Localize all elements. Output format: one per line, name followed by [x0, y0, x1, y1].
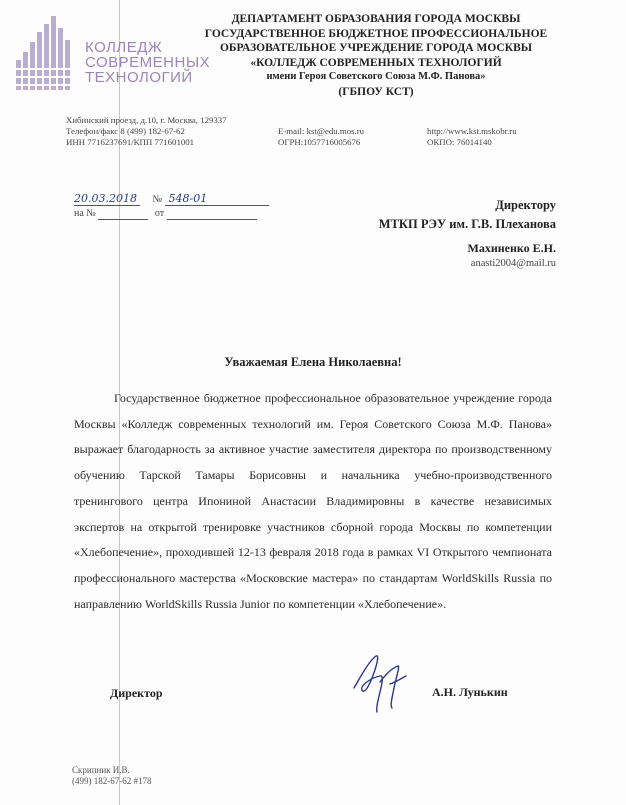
reference-date-blank [167, 208, 257, 220]
address: Хибинский проезд, д.10, г. Москва, 129337 [66, 115, 227, 125]
organization-header [176, 12, 576, 99]
outgoing-date: 20.03.2018 [74, 192, 140, 206]
registration-line [74, 192, 269, 206]
college-logo-icon [14, 12, 80, 92]
body-paragraph: Государственное бюджетное профессиональное образовательное учреждение города Москвы «Колледж современных технологий им. Героя Советского Союза М.Ф. Панова» выражает благодарность за активное участие заместителя директора по производственному обучению Тарской Тамары Борисовны и начальника учебно-производственного тренингового центра Ипониной Анастасии Владимировны в качестве независимых экспертов на открытой тренировке участников сборной города Москвы по компетенции «Хлебопечение», проходившей 12-13 февраля 2018 года в рамках VI Открытого чемпионата профессионального мастерства «Московские мастера» по стандартам WorldSkills Russia по направлению WorldSkills Russia Junior по компетенции «Хлебопечение». [74, 391, 552, 611]
email: E-mail: kst@edu.mos.ru [278, 126, 365, 136]
from-label: от [154, 208, 165, 219]
contacts-middle [278, 126, 364, 148]
addressee-block [379, 196, 556, 234]
recipient-name: Махиненко Е.Н. [467, 241, 556, 255]
signatory-name: А.Н. Лунькин [432, 685, 508, 699]
reference-number-blank [98, 208, 148, 220]
executor-name: Скрипник И.В. [72, 765, 130, 775]
recipient-email: anasti2004@mail.ru [470, 258, 556, 269]
org-line: «КОЛЛЕДЖ СОВРЕМЕННЫХ ТЕХНОЛОГИЙ [250, 56, 502, 69]
recipient-block [468, 241, 557, 271]
phone: Телефон/факс 8 (499) 182-67-62 [66, 126, 185, 136]
logo-line: СОВРЕМЕННЫХ [85, 54, 211, 71]
addressee-organization: МТКП РЭУ им. Г.В. Плеханова [378, 217, 556, 231]
org-line: ДЕПАРТАМЕНТ ОБРАЗОВАНИЯ ГОРОДА МОСКВЫ [231, 13, 521, 25]
reference-label: на № [74, 208, 96, 219]
logo-line: КОЛЛЕДЖ [85, 39, 163, 56]
number-label: № [152, 194, 163, 205]
addressee-title: Директору [495, 198, 556, 212]
org-line: ОБРАЗОВАТЕЛЬНОЕ УЧРЕЖДЕНИЕ ГОРОДА МОСКВЫ [219, 42, 533, 54]
okpo: ОКПО: 76014140 [427, 137, 492, 147]
contacts-right [427, 126, 517, 148]
org-hero-line: имени Героя Советского Союза М.Ф. Панова» [266, 71, 486, 82]
logo-line: ТЕХНОЛОГИЙ [85, 69, 193, 86]
executor-block [72, 765, 152, 787]
signatory-title: Директор [110, 686, 163, 700]
letter-body [74, 386, 552, 617]
inn: ИНН 7716237691/КПП 771601001 [66, 137, 195, 147]
ogrn: ОГРН:1057716005676 [278, 137, 361, 147]
contacts-left [66, 115, 227, 148]
handwritten-signature [346, 648, 426, 714]
outgoing-number: 548-01 [165, 192, 269, 206]
reference-line [74, 208, 257, 220]
salutation: Уважаемая Елена Николаевна! [224, 355, 402, 369]
org-line: ГОСУДАРСТВЕННОЕ БЮДЖЕТНОЕ ПРОФЕССИОНАЛЬНОЕ [204, 27, 548, 40]
executor-phone: (499) 182-67-62 #178 [72, 776, 152, 786]
org-abbreviation: (ГБПОУ КСТ) [338, 85, 414, 98]
website: http://www.kst.mskobr.ru [427, 126, 517, 136]
